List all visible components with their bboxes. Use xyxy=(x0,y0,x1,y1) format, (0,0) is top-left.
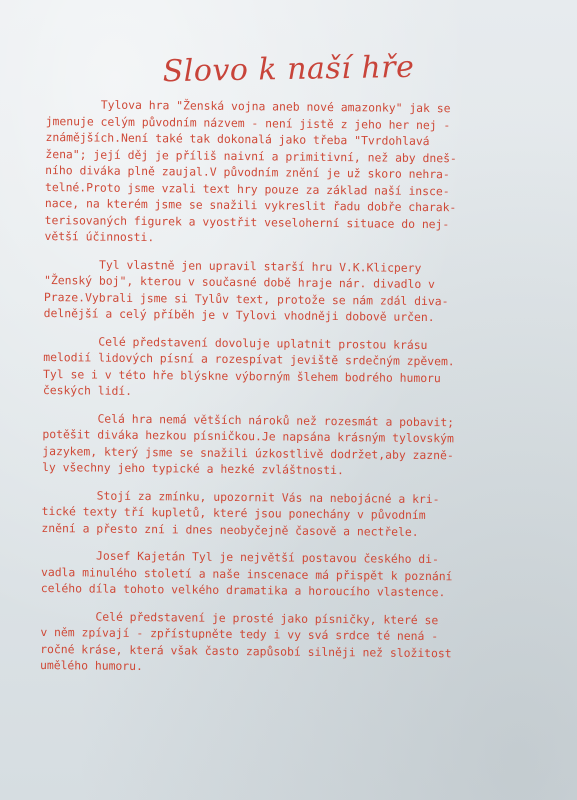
text-line: ročné kráse, která však často zapůsobí silněji než složitost xyxy=(40,641,452,660)
text-line: melodií lidových písní a rozespívat jeviště srdečným zpěvem. xyxy=(43,349,455,369)
text-line: Praze.Vybrali jsme si Tylův text, protože se nám zdál diva- xyxy=(43,289,449,308)
typewritten-body xyxy=(40,96,546,690)
text-line: umělého humoru. xyxy=(39,657,143,674)
paragraph-2 xyxy=(44,255,545,326)
paragraph-6 xyxy=(41,547,541,602)
text-line: v něm zpívají - zpřístupněte tedy i vy svá srdce té nená - xyxy=(40,624,439,644)
text-line: terisovaných figurek a vyostřit veseloherní situace do nej- xyxy=(44,212,450,231)
text-line: tické texty tří kupletů, které jsou ponechány v původním xyxy=(41,503,426,522)
text-line: znění a přesto zní i dnes neobyčejně časově a nectřele. xyxy=(41,520,419,539)
text-line: českých lidí. xyxy=(42,382,133,398)
text-line: větší účinnosti. xyxy=(44,228,155,245)
text-line: vadla minulého století a naše inscenace má přispět k poznání xyxy=(40,564,453,583)
paragraph-3 xyxy=(43,332,544,403)
text-line: potěšit diváka hezkou písničkou.Je napsána krásným tylovským xyxy=(42,426,454,446)
paragraph-1 xyxy=(44,96,546,250)
paragraph-5 xyxy=(41,486,541,541)
paragraph-4 xyxy=(42,409,543,480)
text-line: Tylova hra "Ženská vojna aneb nové amazonky" jak se xyxy=(45,96,451,116)
text-line: telné.Proto jsme vzali text hry pouze za základ naší insce- xyxy=(44,179,450,198)
text-line: Celé představení je prosté jako písničky, které se xyxy=(40,608,439,627)
text-line: jazykem, který jsme se snažili úzkostlivě dodržet,aby zazně- xyxy=(42,443,454,462)
text-line: ního diváka plně zaujal.V původním znění je už skoro nehra- xyxy=(45,162,450,182)
text-line: ly všechny jeho typické a hezké zvláštnosti. xyxy=(42,459,344,478)
text-line: jmenuje celým původním názvem - není jistě z jeho her nej - xyxy=(45,113,451,132)
text-line: nace, na kterém jsme se snažili vykreslit řadu dobře charak- xyxy=(44,195,457,215)
text-line: známějších.Není také tak dokonalá jako třeba "Tvrdohlavá xyxy=(45,129,430,149)
text-line: Celá hra nemá větších nároků než rozesmát a pobavit; xyxy=(42,410,455,429)
text-line: delnější a celý příběh je v Tylovi vhodněji dobově určen. xyxy=(43,305,435,325)
page-title: Slovo k naší hře xyxy=(162,49,415,90)
text-line: Celé představení dovoluje uplatnit prostou krásu xyxy=(43,333,428,352)
text-line: Tyl vlastně jen upravil starší hru V.K.Klicpery xyxy=(44,256,422,275)
text-line: Stojí za zmínku, upozornit Vás na nebojácné a kri- xyxy=(41,487,440,506)
text-line: celého díla tohoto velkého dramatika a horoucího vlastence. xyxy=(40,580,446,600)
text-line: Tyl se i v této hře blýskne výborným šlehem bodrého humoru xyxy=(43,366,441,385)
text-line: Josef Kajetán Tyl je největší postavou českého di- xyxy=(41,547,439,567)
paragraph-7 xyxy=(40,607,541,678)
text-line: "Ženský boj", kterou v současné době hraje nár. divadlo v xyxy=(43,272,436,292)
text-line: žena"; její děj je příliš naivní a primitivní, než aby dneš- xyxy=(45,146,457,165)
